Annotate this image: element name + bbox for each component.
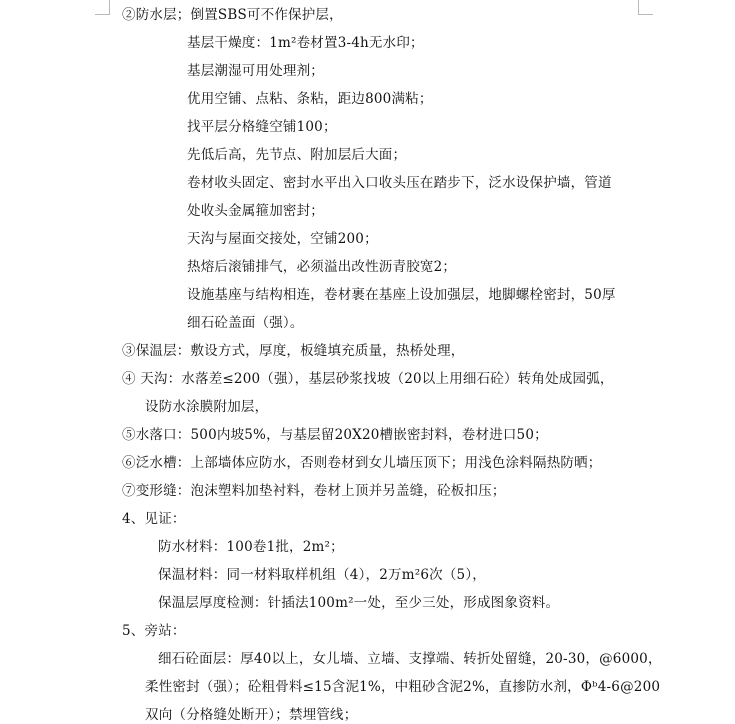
text-line: 找平层分格缝空铺100； (187, 119, 337, 135)
text-line: 防水材料：100卷1批，2m²； (158, 539, 344, 555)
page-corner-mark-left (95, 0, 110, 15)
item-5-drain-outlet: ⑤水落口：500内坡5%，与基层留20X20槽嵌密封料，卷材进口50； (122, 427, 548, 443)
text-line: 卷材收头固定、密封水平出入口收头压在踏步下，泛水设保护墙，管道 (187, 175, 612, 191)
text-line: 细石砼面层：厚40以上，女儿墙、立墙、支撑端、转折处留缝，20-30，@6000， (158, 651, 662, 667)
item-6-flashing: ⑥泛水槽：上部墙体应防水，否则卷材到女儿墙压顶下；用浅色涂料隔热防晒； (122, 455, 602, 471)
item-4-gutter: ④ 天沟：水落差≤200（强），基层砂浆找坡（20以上用细石砼）转角处成园弧， (122, 371, 614, 387)
item-2-waterproof-layer: ②防水层；倒置SBS可不作保护层， (122, 7, 343, 23)
text-line: 基层干燥度：1m²卷材置3-4h无水印； (187, 35, 424, 51)
text-line: 优用空铺、点粘、条粘，距边800满粘； (187, 91, 433, 107)
section-5-supervision-heading: 5、旁站： (122, 623, 186, 639)
page-corner-mark-right (638, 0, 653, 15)
text-line: 天沟与屋面交接处，空铺200； (187, 231, 378, 247)
item-7-expansion-joint: ⑦变形缝：泡沫塑料加垫衬料，卷材上顶并另盖缝，砼板扣压； (122, 483, 506, 499)
text-line: 热熔后滚铺排气，必须溢出改性沥青胶宽2； (187, 259, 457, 275)
text-line: 设防水涂膜附加层， (145, 399, 269, 415)
text-line: 先低后高，先节点、附加层后大面； (187, 147, 407, 163)
text-line: 保温层厚度检测：针插法100m²一处，至少三处，形成图象资料。 (158, 595, 560, 611)
text-line: 双向（分格缝处断开）；禁埋管线； (145, 707, 358, 723)
text-line: 细石砼盖面（强）。 (187, 315, 304, 331)
text-line: 保温材料：同一材料取样机组（4），2万m²6次（5）， (158, 567, 486, 583)
text-line: 基层潮湿可用处理剂； (187, 63, 324, 79)
section-4-witness-heading: 4、见证： (122, 511, 186, 527)
item-3-insulation-layer: ③保温层：敷设方式，厚度，板缝填充质量，热桥处理， (122, 343, 465, 359)
text-line: 处收头金属箍加密封； (187, 203, 324, 219)
text-line: 设施基座与结构相连，卷材裹在基座上设加强层，地脚螺栓密封，50厚 (187, 287, 616, 303)
text-line: 柔性密封（强）；砼粗骨料≤15含泥1%，中粗砂含泥2%，直掺防水剂，Φᵇ4-6@200 (145, 679, 661, 695)
